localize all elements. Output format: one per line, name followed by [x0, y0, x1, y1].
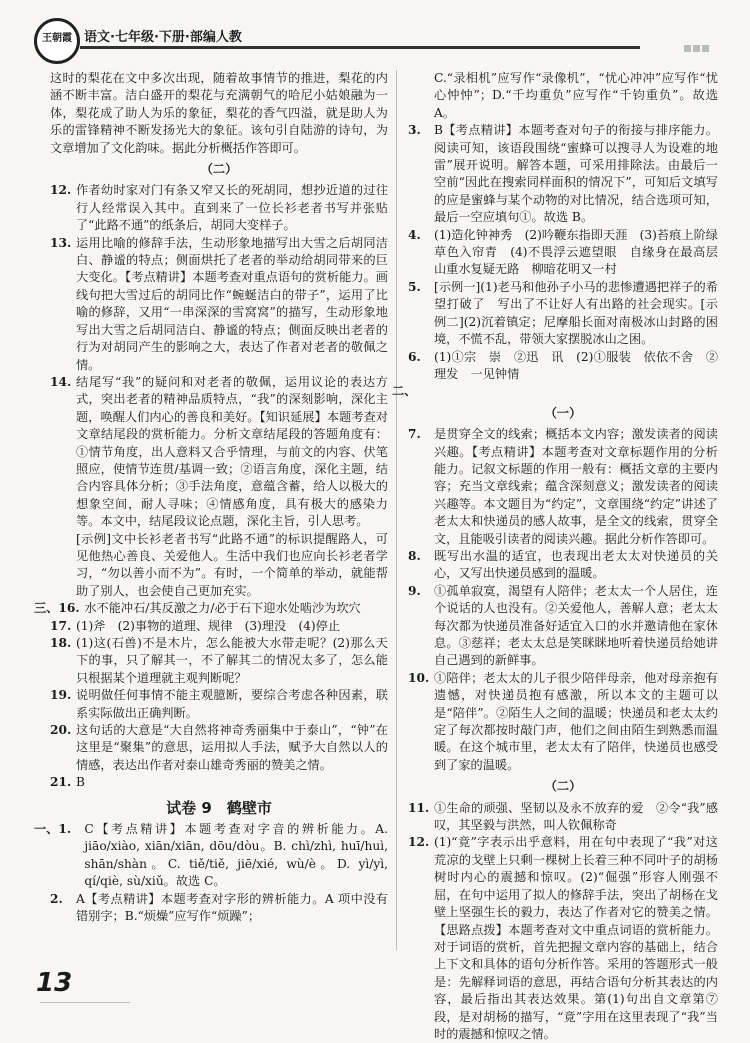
item-number: 10.	[408, 670, 430, 685]
answer-item	[408, 426, 718, 548]
answer-item	[50, 635, 388, 687]
answer-item	[50, 774, 388, 791]
item-text: ①生命的顽强、坚韧以及永不放弃的爱 ②令“我”感叹，其坚毅与洪然，叫人钦佩称奇	[434, 800, 718, 833]
brand-logo: 王朝霞	[34, 18, 80, 64]
item-number: 8.	[408, 548, 421, 563]
answer-item	[50, 235, 388, 374]
item-number: 5.	[408, 279, 421, 294]
item-number: 1.	[58, 822, 72, 837]
item-text: B【考点精讲】本题考查对句子的衔接与排序能力。阅读可知，该语段围绕“蜜蜂可以搜寻人为设难的地雷”展开说明。解答本题，可采用排除法。由最后一空前“因此在搜索同样面积的情况下”，可知后文填写的应是蜜蜂与某个动物的对比情况，结合选项可知，最后一空应填句①。故选 B。	[434, 123, 718, 225]
item-text: (1)“竟”字表示出乎意料，用在句中表现了“我”对这荒凉的戈壁上只剩一棵树上长着三种不同叶子的胡杨树时内心的震撼和惊叹。(2)“倔强”形容人刚强不屈，在句中运用了拟人的修辞手法，突出了胡杨在戈壁上坚强生长的毅力，表达了作者对它的赞美之情。【思路点拨】本题考查对文中重点词语的赏析能力。对于词语的赏析，首先把握文章内容的基础上，结合上下文和具体的语句分析作答。采用的答题形式一般是：先解释词语的意思，再结合语句分析其表达的内容，最后指出其表达效果。第(1)句出自文章第⑦段，是对胡杨的描写，“竟”字用在这里表现了“我”当时的震撼和惊叹之情。	[434, 835, 718, 1041]
answer-item	[408, 548, 718, 583]
answer-item	[408, 834, 718, 1043]
answer-item	[408, 800, 718, 835]
item-text: B	[76, 775, 85, 790]
answer-item	[408, 122, 718, 226]
answer-item	[34, 600, 388, 617]
decorative-squares	[683, 38, 710, 57]
item-text: (1)这(石兽)不是木片，怎么能被大水带走呢？(2)那么天下的事，只了解其一，不了解其二的情况太多了，怎么能只根据某个道理就主观判断呢？	[76, 636, 388, 685]
page-number: 13	[36, 968, 73, 998]
item-text: 是贯穿全文的线索；概括本文内容；激发读者的阅读兴趣。【考点精讲】本题考查对文章标题作用的分析能力。记叙文标题的作用一般有：概括文章的主要内容；充当文章线索；蕴含深刻意义；激发读者的阅读兴趣等。本文题目为“约定”，文章围绕“约定”讲述了老太太和快递员的感人故事，是全文的线索，贯穿全文，且能吸引读者的阅读兴趣。据此分析作答即可。	[434, 427, 718, 546]
answer-item	[50, 182, 388, 234]
paragraph: 这时的梨花在文中多次出现，随着故事情节的推进，梨花的内涵不断丰富。洁白盛开的梨花与充满朝气的哈尼小姑娘融为一体，梨花成了助人为乐的象征，梨花的香气四溢，就是助人为乐的雷锋精神不断发扬光大的象征。该句引自陆游的诗句，为文章增加了文化韵味。据此分析概括作答即可。	[50, 71, 388, 155]
answer-item	[408, 583, 718, 670]
item-number: 11.	[408, 800, 430, 815]
item-text: 这句话的大意是“大自然将神奇秀丽集中于泰山”，“钟”在这里是“聚集”的意思，运用拟人手法，赋予大自然以人的情感，表达出作者对泰山雄奇秀丽的赞美之情。	[76, 723, 388, 772]
item-number: 7.	[408, 427, 421, 442]
item-number: 12.	[50, 183, 72, 198]
item-number: 21.	[50, 775, 72, 790]
item-number: 13.	[50, 235, 72, 250]
answer-item	[50, 374, 388, 531]
right-column	[392, 70, 731, 1043]
answer-item	[50, 687, 388, 722]
item-text: ①陪伴；老太太的儿子很少陪伴母亲，他对母亲抱有遗憾，对快递员抱有感激，所以本文的主题可以是“陪伴”。②陌生人之间的温暖；快递员和老太太约定了每次都按时敲门声，他们之间由陌生到熟悉而温暖。在这个城市里，老太太有了陪伴，快递员也感受到了家的温暖。	[434, 670, 718, 772]
item-text: A【考点精讲】本题考查对字形的辨析能力。A 项中没有错别字；B.“烦燥”应写作“烦躁”；	[76, 891, 388, 924]
subsection-heading: （一）	[544, 405, 582, 420]
paragraph: [示例]文中长衫老者书写“此路不通”的标识提醒路人，可见他热心善良、关爱他人。生活中我们也应向长衫老者学习，“勿以善小而不为”。有时，一个简单的举动，就能帮助了别人，也会使自己更加充实。	[76, 531, 388, 598]
item-text: ①孤单寂寞，渴望有人陪伴；老太太一个人居住，连个说话的人也没有。②关爱他人，善解人意；老太太每次都为快递员准备好适宜入口的水并邀请他在家休息。③慈祥；老太太总是笑眯眯地听着快递员给她讲自己遇到的新鲜事。	[434, 583, 718, 668]
left-column	[34, 70, 388, 926]
answer-item	[408, 349, 718, 384]
item-text: 水不能冲石/其反激之力/必于石下迎水处啮沙为坎穴	[84, 601, 361, 616]
item-number: 20.	[50, 723, 72, 738]
column-divider	[396, 70, 397, 950]
exam-title: 试卷 9 鹤壁市	[166, 798, 272, 817]
item-number: 3.	[408, 123, 421, 138]
item-number: 12.	[408, 835, 430, 850]
answer-item	[50, 722, 388, 774]
item-number: 18.	[50, 636, 72, 650]
subsection-heading: （二）	[200, 162, 238, 177]
item-text: 结尾写“我”的疑问和对老者的敬佩，运用议论的表达方式，突出老者的精神品质特点，“我”的深刻影响，深化主题，唤醒人们内心的善良和美好。【知识延展】本题考查对文章结尾段的赏析能力。分析文章结尾段的答题角度有：①情节角度，出人意料又合乎情理，与前文的内容、伏笔照应，使情节连贯/基调一致；②语言角度，深化主题，结合内容具体分析；③手法角度，意蕴含蓄，给人以极大的想象空间，耐人寻味；④情感角度，具有极大的感染力等。本文中，结尾段议论点题，深化主旨，引人思考。	[76, 374, 388, 529]
item-number: 9.	[408, 583, 421, 598]
item-text: (1)①宗 崇 ②迅 讯 (2)①服装 依依不舍 ②理发 一见钟情	[434, 349, 718, 381]
subsection-heading: （二）	[544, 779, 582, 794]
item-number: 19.	[50, 688, 72, 703]
item-text: (1)斧 (2)事物的道理、规律 (3)理没 (4)停止	[76, 618, 341, 633]
answer-item	[408, 227, 731, 279]
item-text: 说明做任何事情不能主观臆断，要综合考虑各种因素，联系实际做出正确判断。	[76, 688, 388, 720]
book-title: 语文·七年级·下册·部编人教	[84, 30, 242, 45]
item-number: 16.	[58, 601, 80, 616]
item-number: 17.	[50, 618, 72, 633]
page-number-rule	[40, 1002, 130, 1003]
paragraph: C.“录相机”应写作“录像机”，“忧心冲冲”应写作“忧心忡忡”；D.“千均重负”应写作“千钧重负”。故选 A。	[434, 71, 718, 120]
section-marker: 一、	[34, 822, 59, 837]
page-header	[0, 0, 750, 70]
answer-item	[34, 821, 388, 891]
answer-item	[408, 670, 718, 774]
item-text: (1)造化钟神秀 (2)吟鞭东指即天涯 (3)苔痕上阶绿 草色入帘青 (4)不畏浮云遮望眼 自缘身在最高层 山重水复疑无路 柳暗花明又一村	[434, 227, 731, 277]
item-number: 14.	[50, 374, 72, 389]
header-rule	[80, 46, 640, 49]
answer-item	[408, 279, 718, 349]
section-marker: 二、	[392, 384, 417, 399]
section-marker: 三、	[34, 601, 59, 616]
item-text: 既写出水温的适宜，也表现出老太太对快递员的关心，又写出快递员感到的温暖。	[434, 548, 718, 581]
item-number: 4.	[408, 227, 421, 242]
answer-item	[50, 891, 388, 926]
item-number: 2.	[50, 891, 63, 906]
item-text: 运用比喻的修辞手法，生动形象地描写出大雪之后胡同洁白、静谧的特点；侧面烘托了老者的举动给胡同带来的巨大变化。【考点精讲】本题考查对重点语句的赏析能力。画线句把大雪过后的胡同比作“蜿蜒洁白的带子”，运用了比喻的修辞，又用“一串深深的雪窝窝”的描写，生动形象地写出大雪之后胡同洁白、静谧的特点；侧面反映出老者的行为对胡同产生的影响之大，表达了作者对老者的敬佩之情。	[76, 235, 388, 372]
item-text: [示例一](1)老马和他孙子小马的悲惨遭遇把祥子的希望打破了 写出了不让好人有出路的社会现实。[示例二](2)沉着镇定；尼摩船长面对南极冰山封路的困境，不慌不乱，带领大家摆脱冰山之困。	[434, 279, 718, 347]
item-text: 作者幼时家对门有条又窄又长的死胡同，想抄近道的过往行人经常误入其中。直到来了一位长衫老者书写并张贴了“此路不通”的纸条后，胡同大变样子。	[76, 183, 388, 233]
answer-item	[50, 618, 388, 635]
item-number: 6.	[408, 349, 421, 364]
item-text: C【考点精讲】本题考查对字音的辨析能力。A. jiāo/xiào, xiān/xiān, dōu/dòu。B. chì/zhì, huī/huì, shān/shàn。C. tiě/tiě, jiē/xié, wù/è。D. yì/yì, qí/qiè, sù/xiǔ。故选 C。	[84, 822, 388, 889]
